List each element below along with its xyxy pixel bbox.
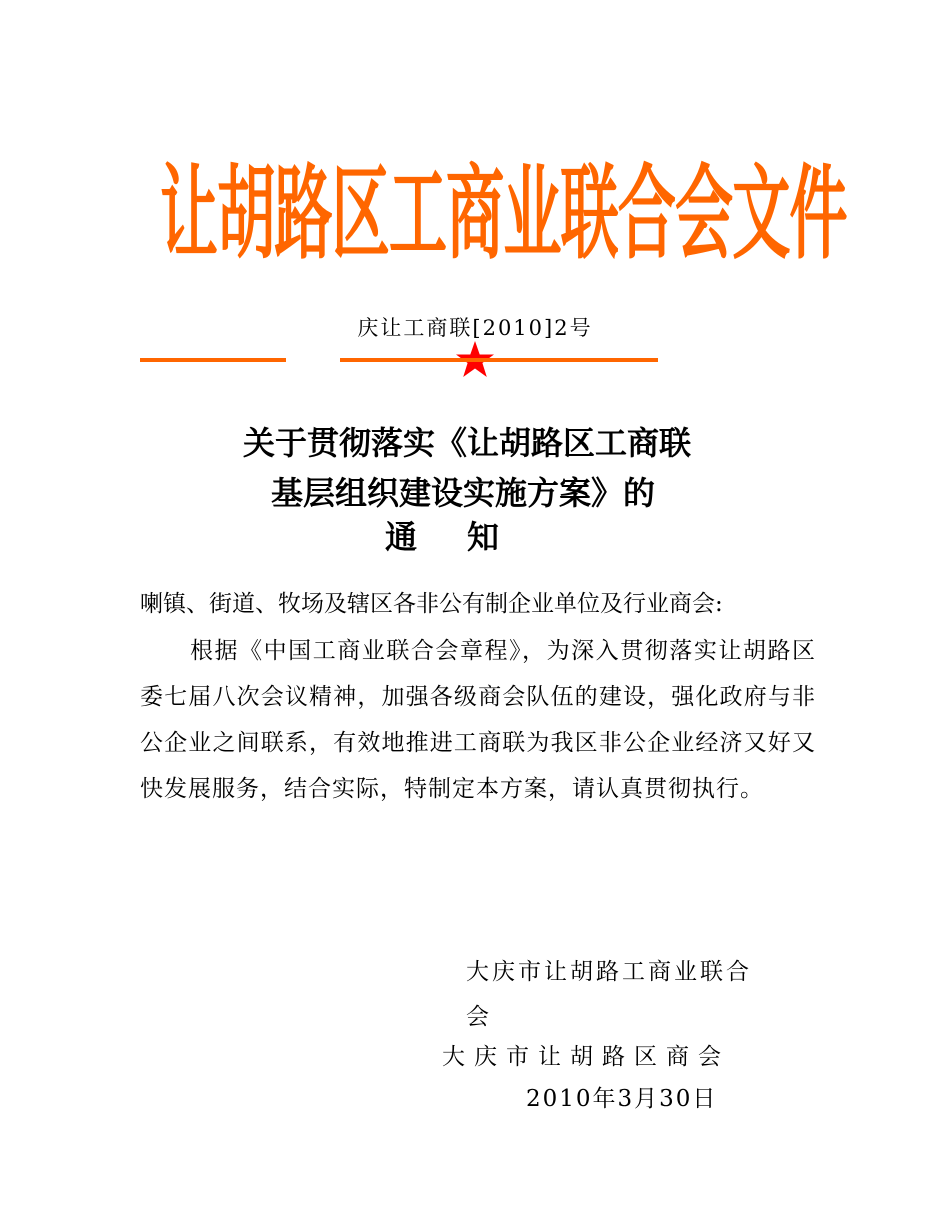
document-header-title: 让胡路区工商业联合会文件: [159, 155, 847, 275]
signature-date: 2010年3月30日: [526, 1086, 718, 1112]
signature-org-2: 大庆市让胡路区商会: [442, 1044, 730, 1070]
notice-title-line-3: 通知: [384, 518, 549, 556]
notice-title-line-2: 基层组织建设实施方案》的: [270, 474, 655, 512]
notice-body: 根据《中国工商业联合会章程》，为深入贯彻落实让胡路区委七届八次会议精神，加强各级商会队伍的建设，强化政府与非公企业之间联系，有效地推进工商联为我区非公企业经济又好又快发展服务，结合实际，特制定本方案，请认真贯彻执行。: [140, 638, 816, 802]
header-rule-right: [340, 358, 658, 362]
document-number: 庆让工商联[2010]2号: [357, 316, 593, 340]
salutation: 喇镇、街道、牧场及辖区各非公有制企业单位及行业商会:: [140, 591, 723, 617]
notice-title-line-1: 关于贯彻落实《让胡路区工商联: [242, 424, 691, 462]
signature-org-1: 大庆市让胡路工商业联合会: [466, 959, 752, 1030]
header-rule-left: [140, 358, 286, 362]
